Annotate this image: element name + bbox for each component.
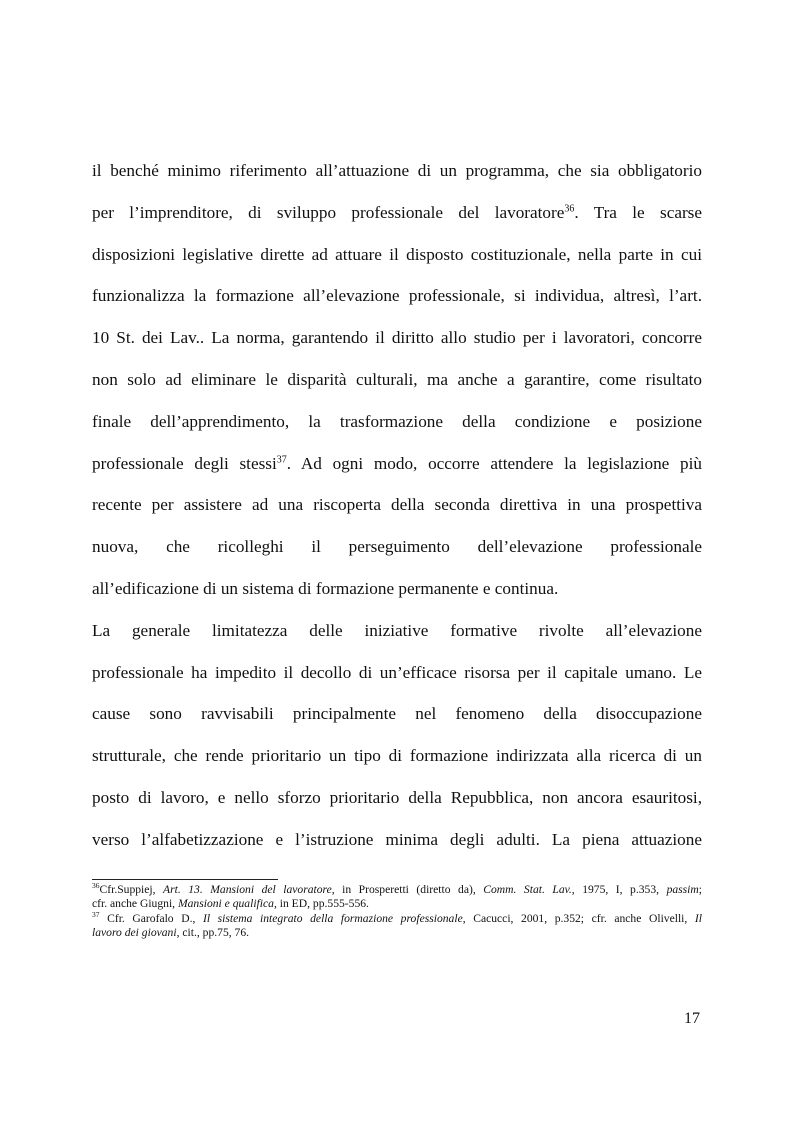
text-line: recente per assistere ad una riscoperta della seconda direttiva in una prospettiva bbox=[92, 495, 702, 515]
text-line: finale dell’apprendimento, la trasformazione della condizione e posizione bbox=[92, 411, 702, 431]
footnote-ref-37[interactable]: 37 bbox=[276, 453, 287, 465]
text-line: non solo ad eliminare le disparità culturali, ma anche a garantire, come risultato bbox=[92, 369, 702, 389]
footnote-separator bbox=[92, 879, 278, 880]
footnote-37 bbox=[92, 909, 702, 941]
page-number: 17 bbox=[684, 1010, 700, 1027]
text-line: il benché minimo riferimento all’attuazione di un programma, che sia obbligatorio bbox=[92, 161, 702, 180]
text-line: posto di lavoro, e nello sforzo prioritario della Repubblica, non ancora esauritosi, bbox=[92, 787, 702, 807]
text-line: professionale degli stessi$^{37}$. Ad ogni modo, occorre attendere la legislazione più bbox=[92, 453, 703, 473]
text-line: verso l’alfabetizzazione e l’istruzione minima degli adulti. La piena attuazione bbox=[92, 829, 702, 849]
text-line: 10 St. dei Lav.. La norma, garantendo il diritto allo studio per i lavoratori, concorre bbox=[92, 328, 702, 348]
footnote-36 bbox=[92, 883, 702, 912]
text-line: professionale ha impedito il decollo di un’efficace risorsa per il capitale umano. Le bbox=[92, 662, 702, 682]
footnote-ref-36[interactable]: 36 bbox=[564, 203, 575, 215]
text-line: disposizioni legislative dirette ad attuare il disposto costituzionale, nella parte in cui bbox=[92, 244, 702, 264]
footnotes bbox=[92, 883, 702, 941]
footnote-line: $^{36}$Cfr.Suppiej, Art. 13. Mansioni del lavoratore, in Prosperetti (diretto da), Comm. Stat. Lav., 1975, I, p.353, passim; bbox=[92, 881, 703, 896]
footnote-line: $^{37}$ Cfr. Garofalo D., Il sistema integrato della formazione professionale, Cacucci, 2001, p.352; cfr. anche Olivelli, Il bbox=[92, 909, 702, 925]
footnote-line: cfr. anche Giugni, Mansioni e qualifica, in ED, pp.555-556. bbox=[92, 897, 369, 911]
text-line: La generale limitatezza delle iniziative formative rivolte all’elevazione bbox=[92, 620, 702, 640]
body-paragraph bbox=[92, 150, 702, 861]
text-line: per l’imprenditore, di sviluppo professionale del lavoratore$^{36}$. Tra le scarse bbox=[92, 202, 702, 222]
text-line: nuova, che ricolleghi il perseguimento dell’elevazione professionale bbox=[92, 537, 702, 557]
text-line: cause sono ravvisabili principalmente nel fenomeno della disoccupazione bbox=[92, 704, 702, 724]
text-line: strutturale, che rende prioritario un tipo di formazione indirizzata alla ricerca di un bbox=[92, 746, 702, 766]
footnote-number: 37 bbox=[92, 909, 100, 919]
footnote-line: lavoro dei giovani, cit., pp.75, 76. bbox=[92, 926, 250, 940]
text-line: all’edificazione di un sistema di formazione permanente e continua. bbox=[92, 578, 559, 598]
text-line: funzionalizza la formazione all’elevazione professionale, si individua, altresì, l’art. bbox=[92, 286, 702, 306]
footnote-number: 36 bbox=[92, 881, 100, 891]
